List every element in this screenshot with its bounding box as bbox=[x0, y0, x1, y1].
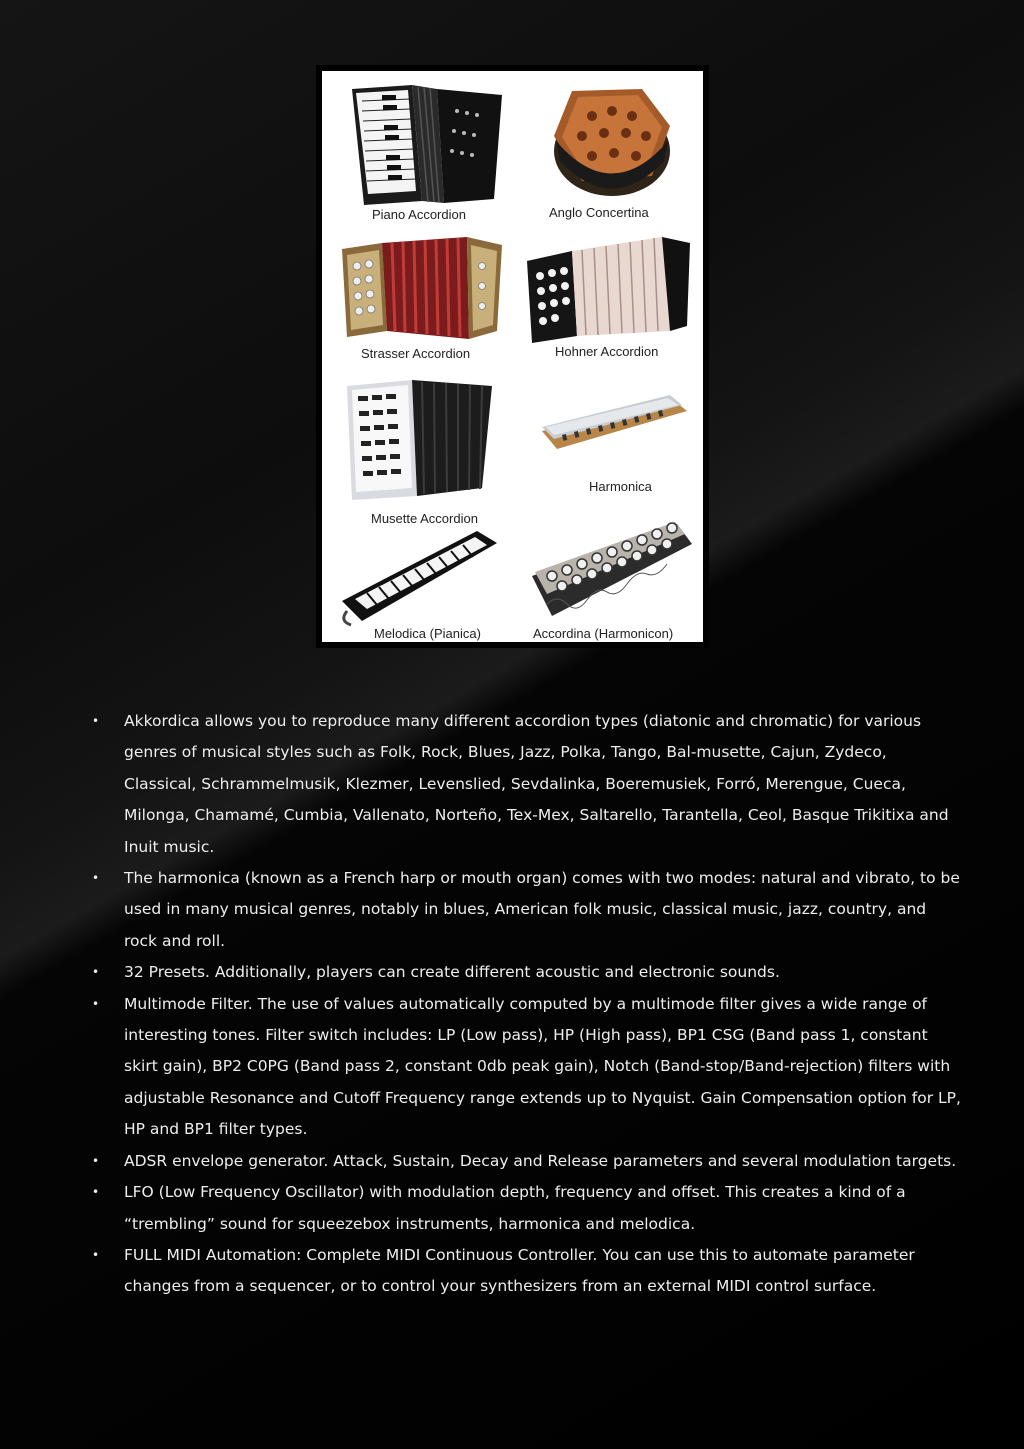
harmonica-figure bbox=[532, 391, 697, 461]
musette-accordion-illustration bbox=[342, 376, 502, 501]
accordina-figure bbox=[527, 516, 697, 626]
bullet: • bbox=[92, 1185, 100, 1200]
accordina-illustration bbox=[527, 516, 697, 626]
anglo-concertina-illustration bbox=[532, 81, 697, 211]
bullet: • bbox=[92, 996, 100, 1011]
feature-text: FULL MIDI Automation: Complete MIDI Continuous Controller. You can use this to automate parameter changes from a sequencer, or to control your synthesizers from an external MIDI control surface. bbox=[124, 1245, 915, 1296]
feature-text: ADSR envelope generator. Attack, Sustain, Decay and Release parameters and several modulation targets. bbox=[124, 1151, 957, 1170]
caption-melodica: Melodica (Pianica) bbox=[374, 626, 481, 641]
hohner-accordion-illustration bbox=[522, 231, 697, 346]
bullet: • bbox=[92, 871, 100, 886]
caption-hohner-accordion: Hohner Accordion bbox=[555, 344, 659, 359]
caption-piano-accordion: Piano Accordion bbox=[372, 207, 466, 222]
instruments-figure bbox=[316, 65, 709, 648]
strasser-accordion-illustration bbox=[337, 231, 512, 351]
feature-text: Multimode Filter. The use of values automatically computed by a multimode filter gives a wide range of interesting tones. Filter switch includes: LP (Low pass), HP (High pass), BP1 CSG (Band pass 1, constant skirt gain), BP2 C0PG (Band pass 2, constant 0db peak gain), Notch (Band-stop/Band-rejection) filters with adjustable Resonance and Cutoff Frequency range extends up to Nyquist. Gain Compensation option for LP, HP and BP1 filter types. bbox=[124, 994, 961, 1139]
feature-text: The harmonica (known as a French harp or mouth organ) comes with two modes: natural and vibrato, to be used in many musical genres, notably in blues, American folk music, classical music, jazz, country, and rock and roll. bbox=[124, 869, 960, 950]
feature-item bbox=[92, 1240, 962, 1303]
feature-list bbox=[92, 706, 962, 1303]
feature-item bbox=[92, 989, 962, 1146]
caption-strasser-accordion: Strasser Accordion bbox=[361, 346, 471, 361]
feature-text: Akkordica allows you to reproduce many different accordion types (diatonic and chromatic) for various genres of musical styles such as Folk, Rock, Blues, Jazz, Polka, Tango, Bal-musette, Cajun, Zydeco, Classical, Schrammelmusik, Klezmer, Levenslied, Sevdalinka, Boeremusiek, Forró, Merengue, Cueca, Milonga, Chamamé, Cumbia, Vallenato, Norteño, Tex-Mex, Saltarello, Tarantella, Ceol, Basque Trikitixa and Inuit music. bbox=[124, 712, 949, 856]
musette-accordion-figure bbox=[342, 376, 502, 501]
feature-item bbox=[92, 863, 962, 957]
caption-anglo-concertina: Anglo Concertina bbox=[549, 205, 649, 220]
melodica-illustration bbox=[337, 521, 502, 631]
hohner-accordion-figure bbox=[522, 231, 697, 346]
feature-item bbox=[92, 1177, 962, 1240]
caption-harmonica: Harmonica bbox=[589, 479, 652, 494]
harmonica-illustration bbox=[532, 391, 697, 461]
feature-text: 32 Presets. Additionally, players can create different acoustic and electronic sounds. bbox=[124, 963, 780, 982]
instruments-figure-inner bbox=[322, 71, 703, 642]
melodica-figure bbox=[337, 521, 502, 631]
strasser-accordion-figure bbox=[337, 231, 512, 351]
feature-text: LFO (Low Frequency Oscillator) with modulation depth, frequency and offset. This creates a kind of a “trembling” sound for squeezebox instruments, harmonica and melodica. bbox=[124, 1183, 906, 1233]
caption-musette-accordion: Musette Accordion bbox=[371, 511, 478, 526]
bullet: • bbox=[92, 965, 100, 980]
bullet: • bbox=[92, 1247, 100, 1262]
feature-item bbox=[92, 1146, 962, 1177]
anglo-concertina-figure bbox=[532, 81, 697, 211]
bullet: • bbox=[92, 714, 100, 728]
bullet: • bbox=[92, 1153, 100, 1168]
feature-item bbox=[92, 706, 962, 863]
caption-accordina: Accordina (Harmonicon) bbox=[533, 626, 674, 641]
feature-item bbox=[92, 957, 962, 988]
